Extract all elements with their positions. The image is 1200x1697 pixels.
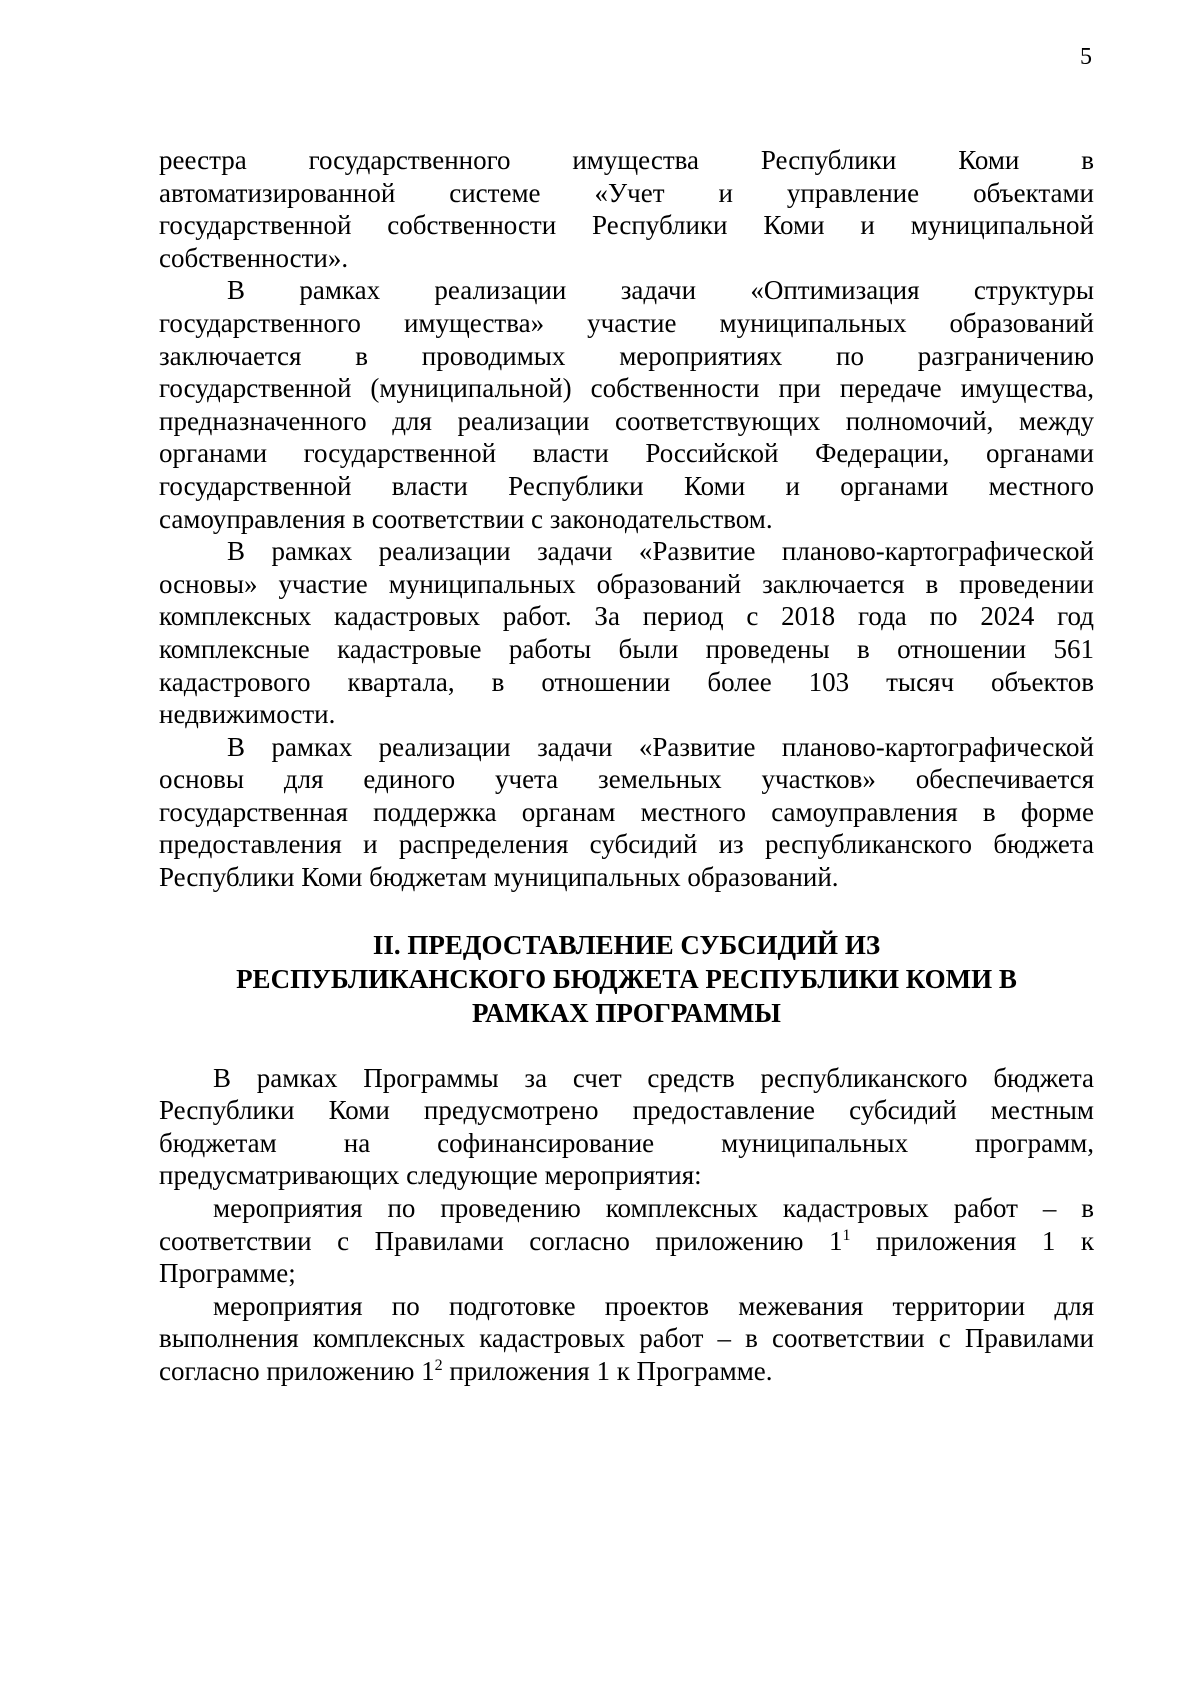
text-line: реестра государственного имущества Республики Коми в	[159, 145, 1094, 175]
document-body	[159, 144, 1094, 1388]
text-line: мероприятия по проведению комплексных кадастровых работ – в	[213, 1193, 1094, 1224]
paragraph-optimization	[159, 274, 1094, 535]
text-line: предоставления и распределения субсидий из республиканского бюджета	[159, 829, 1094, 860]
text-line: кадастрового квартала, в отношении более 103 тысяч объектов	[159, 666, 1094, 697]
text-line: В рамках реализации задачи «Оптимизация структуры	[227, 275, 1094, 306]
text-line: государственной собственности Республики Коми и муниципальной	[159, 210, 1094, 241]
text-line: Республики Коми бюджетам муниципальных образований.	[159, 862, 839, 893]
heading-line: РЕСПУБЛИКАНСКОГО БЮДЖЕТА РЕСПУБЛИКИ КОМИ В	[236, 963, 1017, 994]
text-line: В рамках реализации задачи «Развитие планово-картографической	[227, 536, 1094, 567]
paragraph-registry	[159, 144, 1094, 274]
superscript: 1	[842, 1226, 851, 1244]
text-line: выполнения комплексных кадастровых работ – в соответствии с Правилами	[159, 1323, 1094, 1354]
text-line: Республики Коми предусмотрено предоставление субсидий местным	[159, 1095, 1094, 1126]
paragraph-measure-surveying	[159, 1290, 1094, 1388]
text-line: государственная поддержка органам местного самоуправления в форме	[159, 796, 1094, 827]
text-line: автоматизированной системе «Учет и управление объектами	[159, 177, 1094, 208]
text-line: государственного имущества» участие муниципальных образований	[159, 307, 1094, 338]
page-number: 5	[1080, 44, 1092, 70]
text-line: комплексные кадастровые работы были проведены в отношении 561	[159, 633, 1094, 664]
text-line	[159, 1225, 1094, 1258]
text-line: органами государственной власти Российской Федерации, органами	[159, 438, 1094, 469]
text-line: мероприятия по подготовке проектов межевания территории для	[213, 1290, 1094, 1321]
text-line: бюджетам на софинансирование муниципальных программ,	[159, 1127, 1094, 1158]
text-line: предусматривающих следующие мероприятия:	[159, 1160, 702, 1191]
text-fragment: приложения 1 к	[850, 1225, 1094, 1256]
text-line	[159, 1355, 1094, 1388]
section-heading	[159, 928, 1094, 1030]
text-line: предназначенного для реализации соответствующих полномочий, между	[159, 405, 1094, 436]
text-line: В рамках реализации задачи «Развитие планово-картографической	[227, 731, 1094, 762]
text-line: собственности».	[159, 242, 349, 273]
text-line: самоуправления в соответствии с законодательством.	[159, 503, 773, 534]
text-line: комплексных кадастровых работ. За период с 2018 года по 2024 год	[159, 601, 1094, 632]
text-line: основы для единого учета земельных участков» обеспечивается	[159, 764, 1094, 795]
text-line: заключается в проводимых мероприятиях по разграничению	[159, 340, 1094, 371]
text-fragment: соответствии с Правилами согласно приложению 1	[159, 1225, 843, 1256]
text-fragment: согласно приложению 1	[159, 1356, 435, 1386]
text-line: недвижимости.	[159, 699, 336, 730]
text-fragment: приложения 1 к Программе.	[442, 1356, 773, 1386]
heading-line: II. ПРЕДОСТАВЛЕНИЕ СУБСИДИЙ ИЗ	[372, 929, 881, 960]
paragraph-cadastral-works	[159, 535, 1094, 731]
text-line: В рамках Программы за счет средств республиканского бюджета	[213, 1062, 1094, 1093]
paragraph-measure-cadastral	[159, 1192, 1094, 1290]
heading-line: РАМКАХ ПРОГРАММЫ	[472, 997, 781, 1028]
text-line: государственной (муниципальной) собственности при передаче имущества,	[159, 373, 1094, 404]
text-line: Программе;	[159, 1258, 296, 1289]
text-line: государственной власти Республики Коми и органами местного	[159, 470, 1094, 501]
superscript: 2	[434, 1357, 443, 1374]
text-line: основы» участие муниципальных образований заключается в проведении	[159, 568, 1094, 599]
paragraph-land-plots	[159, 731, 1094, 894]
paragraph-program-subsidies	[159, 1062, 1094, 1192]
